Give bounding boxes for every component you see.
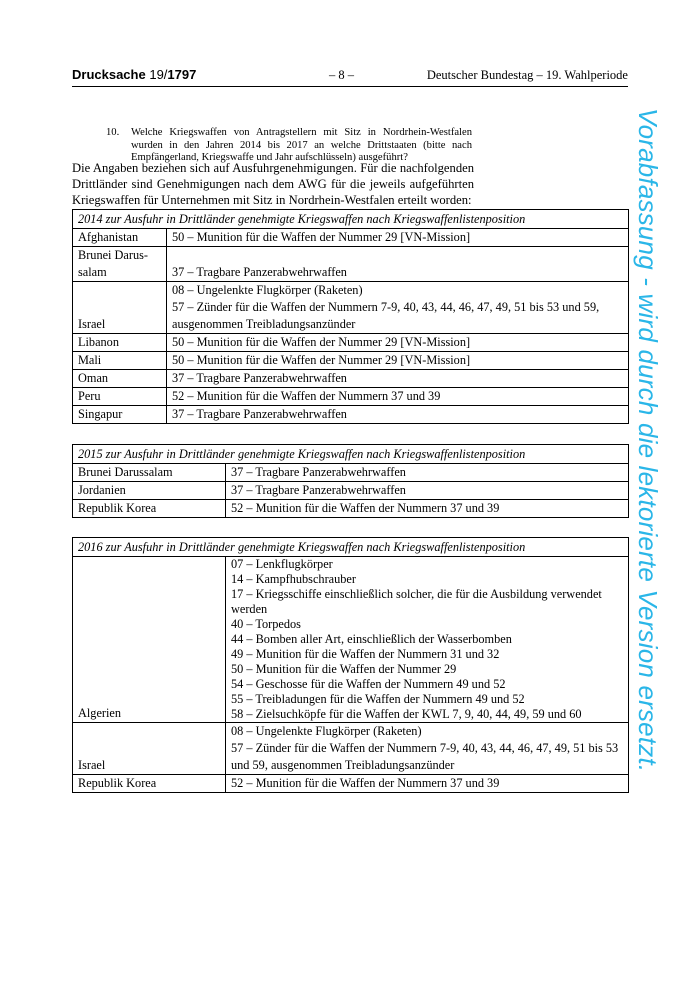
header-parliament: Deutscher Bundestag – 19. Wahlperiode [426,68,628,82]
weapons-cell [167,229,629,247]
weapon-entry: 44 – Bomben aller Art, einschließlich der Wasserbomben [231,632,512,646]
table-row [73,334,629,352]
weapons-cell [226,464,629,482]
weapon-entry: 17 – Kriegsschiffe einschließlich solcher, die für die Ausbildung verwendet werden [231,587,602,616]
page-header [72,66,628,87]
table-row [73,229,629,247]
table-row [73,723,629,775]
weapons-cell [167,334,629,352]
table-row [73,370,629,388]
weapons-cell [226,557,629,723]
country-cell: Oman [73,370,167,388]
weapons-cell [226,775,629,793]
weapon-entry: 37 – Tragbare Panzerabwehrwaffen [172,265,347,279]
table-row [73,500,629,518]
country-cell: Republik Korea [73,500,226,518]
weapons-cell [226,723,629,775]
table-row [73,247,629,282]
table-row [73,775,629,793]
weapon-entry: 37 – Tragbare Panzerabwehrwaffen [231,465,406,479]
table-2015 [72,444,629,518]
table-row [73,388,629,406]
country-cell: Singapur [73,406,167,424]
table-caption-row [73,538,629,557]
table-2016-body [73,538,629,793]
country-cell: Libanon [73,334,167,352]
table-row [73,352,629,370]
table-caption-row [73,445,629,464]
country-cell: Mali [73,352,167,370]
country-cell: Jordanien [73,482,226,500]
weapon-entry: 08 – Ungelenkte Flugkörper (Raketen) [231,724,422,738]
question-number: 10. [106,127,120,138]
weapons-cell [226,482,629,500]
table-2014-body [73,210,629,424]
weapons-cell [167,247,629,282]
table-caption: 2014 zur Ausfuhr in Drittländer genehmigte Kriegswaffen nach Kriegswaffenlistenposition [73,210,629,229]
weapon-entry: 08 – Ungelenkte Flugkörper (Raketen) [172,283,363,297]
country-cell: Israel [73,723,226,775]
weapon-entry: 57 – Zünder für die Waffen der Nummern 7-9, 40, 43, 44, 46, 47, 49, 51 bis 53 und 59, ausgenommen Treibladungsanzünder [172,300,600,331]
weapon-entry: 52 – Munition für die Waffen der Nummern 37 und 39 [231,776,500,790]
country-cell: Brunei Darussalam [73,464,226,482]
table-row [73,557,629,723]
table-2014 [72,209,629,424]
table-2015-body [73,445,629,518]
weapons-cell [167,282,629,334]
country-cell: Brunei Darus-salam [73,247,167,282]
weapon-entry: 52 – Munition für die Waffen der Nummern 37 und 39 [172,389,441,403]
weapon-entry: 50 – Munition für die Waffen der Nummer 29 [VN-Mission] [172,230,471,244]
weapon-entry: 37 – Tragbare Panzerabwehrwaffen [172,371,347,385]
country-cell: Algerien [73,557,226,723]
table-2016 [72,537,629,793]
weapon-entry: 50 – Munition für die Waffen der Nummer 29 [VN-Mission] [172,353,471,367]
table-caption-row [73,210,629,229]
weapon-entry: 40 – Torpedos [231,617,301,631]
weapon-entry: 50 – Munition für die Waffen der Nummer 29 [VN-Mission] [172,335,471,349]
weapon-entry: 50 – Munition für die Waffen der Nummer 29 [231,662,457,676]
table-row [73,464,629,482]
country-cell: Afghanistan [73,229,167,247]
weapon-entry: 54 – Geschosse für die Waffen der Nummern 49 und 52 [231,677,506,691]
weapon-entry [172,247,623,264]
country-cell: Israel [73,282,167,334]
table-row [73,406,629,424]
country-cell: Republik Korea [73,775,226,793]
table-row [73,282,629,334]
weapons-cell [226,500,629,518]
weapon-entry: 49 – Munition für die Waffen der Nummern 31 und 32 [231,647,500,661]
weapon-entry: 55 – Treibladungen für die Waffen der Nummern 49 und 52 [231,692,525,706]
question-block [106,127,472,165]
weapon-entry: 07 – Lenkflugkörper [231,557,333,571]
table-row [73,482,629,500]
table-caption: 2015 zur Ausfuhr in Drittländer genehmigte Kriegswaffen nach Kriegswaffenlistenposition [73,445,629,464]
table-caption: 2016 zur Ausfuhr in Drittländer genehmigte Kriegswaffen nach Kriegswaffenlistenposition [73,538,629,557]
weapon-entry: 52 – Munition für die Waffen der Nummern 37 und 39 [231,501,500,515]
weapon-entry: 14 – Kampfhubschrauber [231,572,356,586]
weapon-entry: 57 – Zünder für die Waffen der Nummern 7-9, 40, 43, 44, 46, 47, 49, 51 bis 53 und 59, ausgenommen Treibladungsanzünder [231,741,619,772]
draft-watermark: Vorabfassung - wird durch die lektorierte Version ersetzt. [633,108,663,773]
weapon-entry: 37 – Tragbare Panzerabwehrwaffen [172,407,347,421]
question-text: Welche Kriegswaffen von Antragstellern mit Sitz in Nordrhein-Westfalen wurden in den Jahren 2014 bis 2017 an welche Drittstaaten (bitte nach Empfängerland, Kriegswaffe und Jahr aufschlüsseln) ausgeführt? [131,127,472,163]
page-number: – 8 – [329,68,354,82]
weapon-entry: 37 – Tragbare Panzerabwehrwaffen [231,483,406,497]
weapons-cell [167,352,629,370]
weapon-entry: 58 – Zielsuchköpfe für die Waffen der KWL 7, 9, 40, 44, 49, 59 und 60 [231,707,582,721]
weapons-cell [167,406,629,424]
intro-paragraph: Die Angaben beziehen sich auf Ausfuhrgenehmigungen. Für die nachfolgenden Drittländer sind Genehmigungen nach dem AWG für die jeweils aufgeführten Kriegswaffen für Unternehmen mit Sitz in Nordrhein-Westfalen erteilt worden: [72,161,474,207]
country-cell: Peru [73,388,167,406]
weapons-cell [167,388,629,406]
document-number: Drucksache 19/1797 [72,67,197,82]
weapons-cell [167,370,629,388]
